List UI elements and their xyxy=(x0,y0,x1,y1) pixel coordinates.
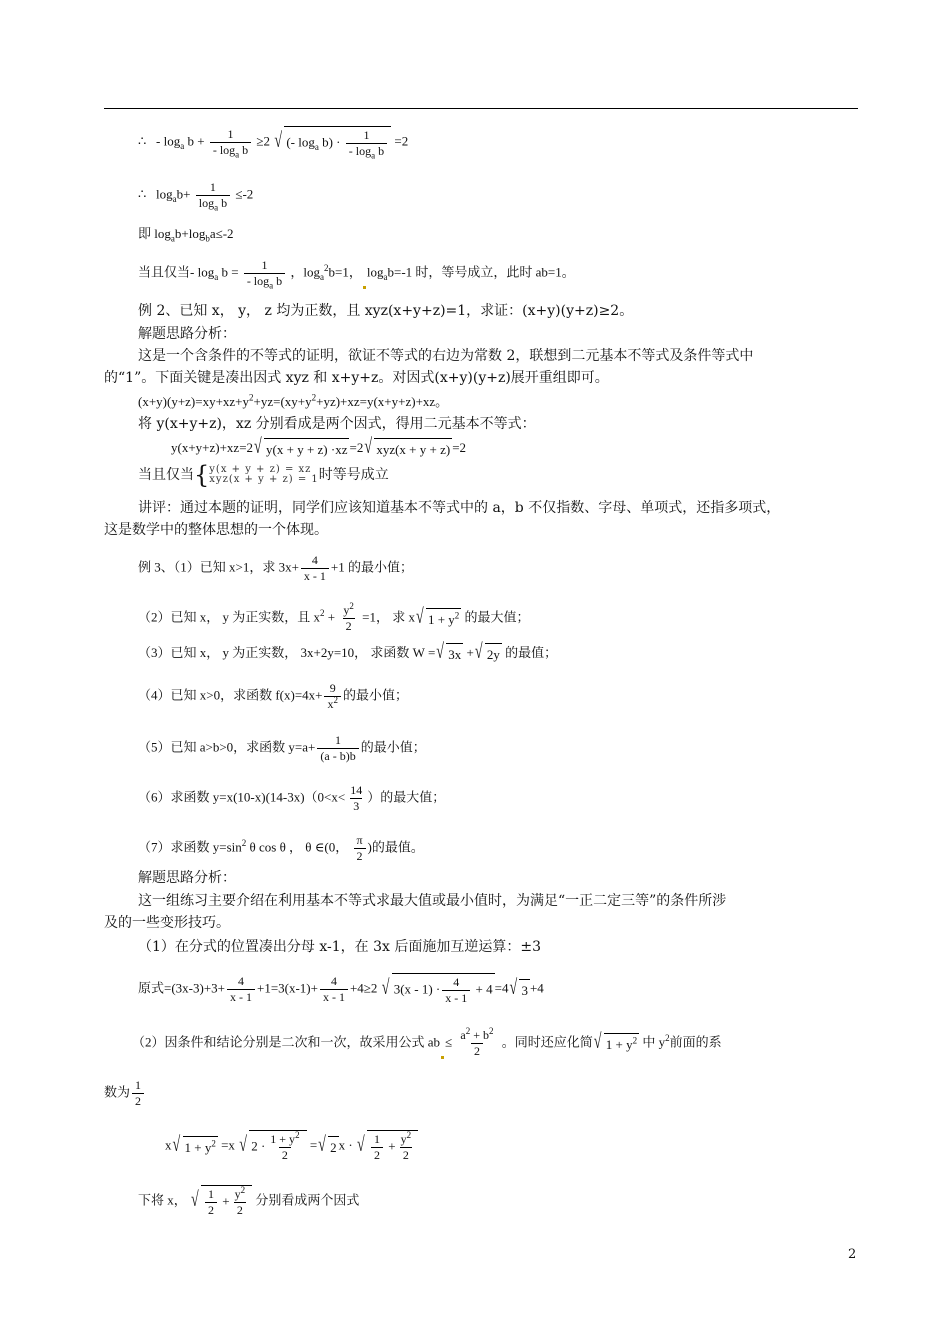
example-2: 例 2、已知 x， y， z 均为正数，且 xyz(x+y+z)=1，求证：(x+y)(y+z)≥2。 xyxy=(138,303,634,319)
paragraph-line: （1）在分式的位置凑出分母 x-1，在 3x 后面施加互逆运算：±3 xyxy=(138,939,541,955)
radical: √ $1 + y^2$ xyxy=(417,608,461,630)
radical: √ $1 + y^2$ xyxy=(595,1033,639,1055)
paragraph-line: 及的一些变形技巧。 xyxy=(104,915,230,931)
expansion-line: $(x+y)(y+z)=xy+xz+y^2+yz=(xy+y^2+yz)+xz=y(x+y+z)+xz$。 xyxy=(138,392,449,409)
paragraph-line: 的“1”。下面关键是凑出因式 xyz 和 x+y+z。对因式(x+y)(y+z)展开重组即可。 xyxy=(104,370,609,386)
paragraph-line: 这一组练习主要介绍在利用基本不等式求最大值或最小值时，为满足“一正二定三等”的条件所涉 xyxy=(138,893,727,909)
line-therefore-2: ∴ $\log_ab+$ $\frac{1}{\log_a b}$ ≤-2 xyxy=(138,180,254,213)
equality-condition-system: 当且仅当{ y(x + y + z) = xz xyz(x + y + z) = 1 时等号成立 xyxy=(138,461,389,489)
radical: √ (- $\log_a b$) · $\frac{1}{- \log_a b}$ xyxy=(275,126,391,159)
comment-line: 讲评：通过本题的证明，同学们应该知道基本不等式中的 a，b 不仅指数、字母、单项式，还指多项式， xyxy=(138,500,781,516)
line-equality-condition: 当且仅当- $\log_a b$ = $\frac{1}{- \log_a b}$ ，$\log_a^2b=1$， $\log_ab=-1$ 时，等号成立，此时 ab=1。 xyxy=(138,258,575,291)
solution-2-transform: x√ $1 + y^2 =x$ √ 2 · $\frac{1 + y^2}{2}$ =√ 2 x · √ $\frac{1}{2}$ + $\frac{y^2}{2}$ xyxy=(165,1130,418,1163)
example-3-part-1: 例 3、（1）已知 x>1，求 3x+ $\frac{4}{x - 1}$ +1 的最小值； xyxy=(138,553,414,583)
solution-2-line: （2）因条件和结论分别是二次和一次，故采用公式 ab ≤ $\frac{a^2 + b^2}{2}$ 。同时还应化简√ $1 + y^2$ 中 $y^2$前面的系 xyxy=(132,1028,722,1059)
radical: √ $1 + y^2$ xyxy=(174,1136,218,1158)
header-rule xyxy=(104,108,858,109)
example-3-part-3: （3）已知 x， y 为正实数， 3x+2y=10， 求函数 W =√ 3x +√ 2y 的最值； xyxy=(138,643,557,665)
radical: √ 3x xyxy=(437,643,463,665)
radical: √ y(x + y + z) ·xz xyxy=(255,438,349,460)
line-ji: 即 $\log_ab+\log_ba\le-2$ xyxy=(138,226,234,244)
solution-2-factors: 下将 x， √ $\frac{1}{2}$ + $\frac{y^2}{2}$ 分别看成两个因式 xyxy=(138,1185,359,1218)
radical: √ 2 xyxy=(319,1136,339,1158)
radical: √ $\frac{1}{2}$ + $\frac{y^2}{2}$ xyxy=(192,1185,252,1218)
example-3-part-6: （6）求函数 y=x(10-x)(14-3x)（0<x< $\frac{14}{3}$ ）的最大值； xyxy=(138,783,446,813)
example-3-part-5: （5）已知 a>b>0，求函数 y=a+ $\frac{1}{(a - b)b}$ 的最小值； xyxy=(138,733,426,763)
radical: √ 3 xyxy=(510,979,530,1001)
analysis-heading-2: 解题思路分析： xyxy=(138,870,236,886)
comment-line: 这是数学中的整体思想的一个体现。 xyxy=(104,522,328,538)
radical: √ 2 · $\frac{1 + y^2}{2}$ xyxy=(240,1130,306,1163)
solution-2-coefficient: 数为 $\frac{1}{2}$ xyxy=(104,1078,146,1109)
paragraph-line: 将 y(x+y+z)，xz 分别看成是两个因式，得用二元基本不等式： xyxy=(138,416,536,432)
example-3-part-7: （7）求函数 $y=\sin^2$ θ cos θ ， θ ∈(0， $\frac{\pi}{2}$ )的最值。 xyxy=(138,833,424,863)
line-therefore-1: ∴ - $\log_a b$ + $\frac{1}{- \log_a b}$ ≥2 √ (- $\log_a b$) · $\frac{1}{- \log_a b}$ =2 xyxy=(138,126,408,159)
radical: √ 2y xyxy=(476,643,502,665)
paragraph-line: 这是一个含条件的不等式的证明，欲证不等式的右边为常数 2，联想到二元基本不等式及条件等式中 xyxy=(138,348,754,364)
radical: √ $\frac{1}{2}$ + $\frac{y^2}{2}$ xyxy=(358,1130,418,1163)
fraction: $\frac{1}{- \log_a b}$ xyxy=(210,127,251,158)
radical: √ xyz(x + y + z) xyxy=(365,438,452,460)
inequality-line: y(x+y+z)+xz=2√ y(x + y + z) ·xz =2√ xyz(x + y + z) =2 xyxy=(171,438,466,460)
example-3-part-4: （4）已知 x>0，求函数 f(x)=4x+ $\frac{9}{x^2}$ 的最小值； xyxy=(138,681,408,711)
analysis-heading-1: 解题思路分析： xyxy=(138,326,236,342)
radical: √ 3(x - 1) · $\frac{4}{x - 1}$ + 4 xyxy=(383,973,495,1006)
example-3-part-2: （2）已知 x， y 为正实数，且 $x^2$ + $\frac{y^2}{2}$ =1， 求 x√ $1 + y^2$ 的最大值； xyxy=(138,603,530,634)
page-number: 2 xyxy=(848,1247,857,1262)
solution-1-equation: 原式=(3x-3)+3+ $\frac{4}{x - 1}$ +1=3(x-1)+ $\frac{4}{x - 1}$ +4≥2 √ 3(x - 1) · $\frac{4}{x - 1}$ + 4 =4√ 3 +4 xyxy=(138,973,544,1006)
